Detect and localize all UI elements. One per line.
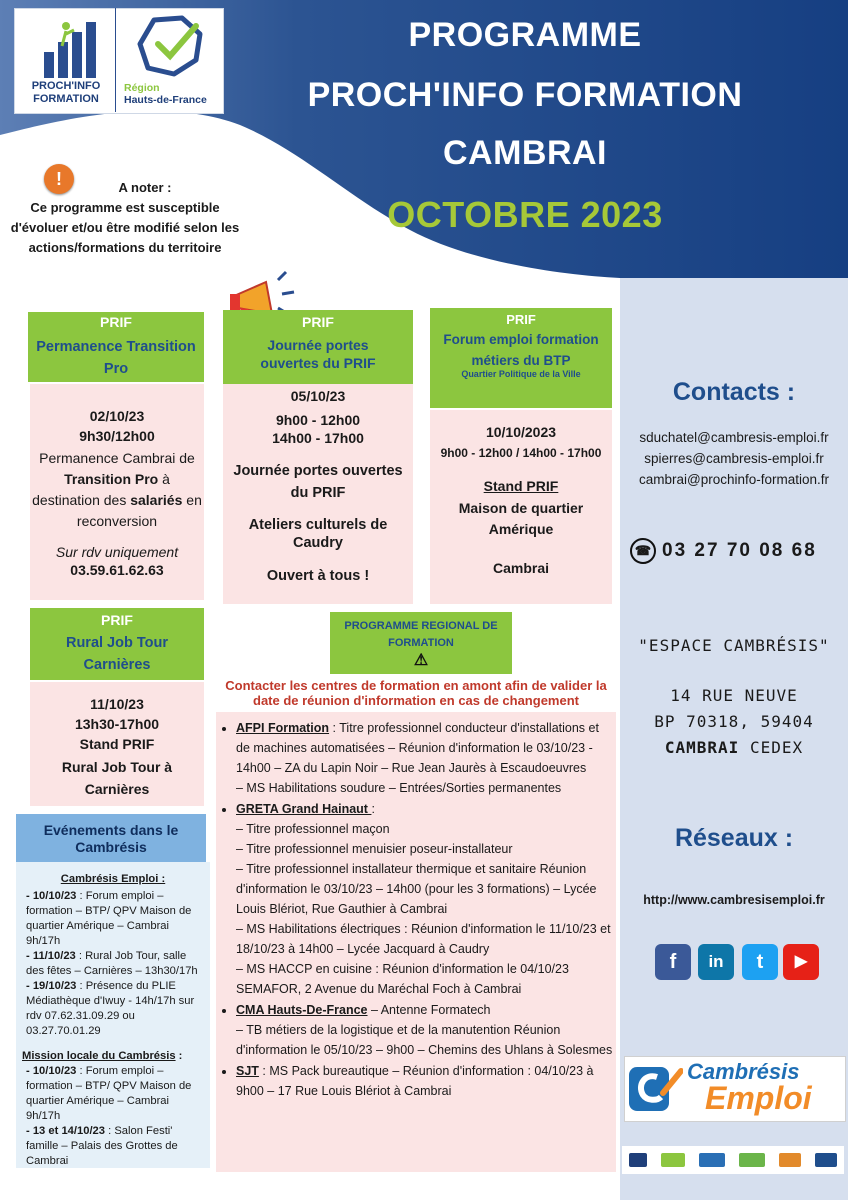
address-cedex: CEDEX [739, 738, 804, 757]
event-date: - 19/10/23 [26, 980, 77, 992]
card1-desc [30, 448, 204, 532]
prochinfo-logo-text [18, 80, 114, 106]
title-line3: CAMBRAI [442, 134, 608, 172]
region-map-icon [134, 14, 208, 78]
title-month: OCTOBRE 2023 [387, 194, 663, 235]
programme-text: : MS Pack bureautique – Réunion d'information : 04/10/23 à 9h00 – 17 Rue Louis Blériot à Cambrai [236, 1064, 594, 1098]
card2-title: Journée portes ouvertes du PRIF [260, 337, 376, 371]
event-date: - 10/10/23 [26, 890, 77, 902]
partner-logo [629, 1153, 647, 1167]
card1-p2: Transition Pro [64, 471, 159, 487]
programme-line: – Titre professionnel installateur thermique et sanitaire Réunion d'information le 03/10/23 – 14h00 (pour les 3 formations) – Lycée Louis Blériot, Rue Gauthier à Cambrai [236, 862, 597, 916]
linkedin-icon[interactable]: in [698, 944, 734, 980]
event-date: - 10/10/23 [26, 1065, 77, 1077]
events-sec2-line [22, 1049, 204, 1064]
prochinfo-line2: FORMATION [33, 93, 99, 105]
partner-logos-strip [622, 1146, 844, 1174]
card1-date: 02/10/23 [89, 408, 145, 424]
card1-tag: PRIF [100, 314, 132, 330]
card4-place: Rural Job Tour à Carnières [61, 759, 173, 797]
event-item [22, 1064, 204, 1124]
events-body [16, 862, 210, 1168]
events-sec2: Mission locale du Cambrésis [22, 1050, 176, 1062]
event-text: : Présence du PLIE Médiathèque d'Iwuy - 14h/17h sur rdv 07.62.31.09.29 ou 03.27.70.01.29 [26, 980, 195, 1037]
programme-text: : [371, 802, 375, 816]
programme-text: – Antenne Formatech [367, 1003, 491, 1017]
card4-tag: PRIF [101, 612, 133, 628]
programme-warning: Contacter les centres de formation en amont afin de valider la date de réunion d'information en cas de changement [225, 678, 607, 708]
card2-time2: 14h00 - 17h00 [272, 430, 364, 446]
programme-line: – MS Habilitations soudure – Entrées/Sorties permanentes [236, 781, 562, 795]
programme-body [216, 712, 616, 1172]
card4-title: Rural Job Tour Carnières [65, 635, 169, 673]
card-forum-btp-header [430, 308, 612, 408]
programme-line: – Titre professionnel menuisier poseur-installateur [236, 842, 513, 856]
title-line1: PROGRAMME [408, 16, 642, 54]
title-line2: PROCH'INFO FORMATION [307, 76, 743, 114]
programme-org: GRETA Grand Hainaut [236, 802, 372, 816]
card3-date: 10/10/2023 [485, 424, 557, 440]
warning-triangle-icon: ⚠ [413, 652, 429, 669]
programme-item [236, 1061, 616, 1101]
address-line1: "ESPACE CAMBRÉSIS" [638, 636, 830, 655]
card-transition-pro-body [30, 384, 204, 600]
events-title: Evénements dans le Cambrésis [43, 822, 179, 855]
twitter-icon[interactable]: t [742, 944, 778, 980]
event-item [22, 949, 204, 979]
event-item [22, 1124, 204, 1169]
note-text: Ce programme est susceptible d'évoluer et/ou être modifié selon les actions/formations du territoire [10, 200, 240, 255]
card1-rdv: Sur rdv uniquement [55, 544, 179, 560]
card3-stand: Stand PRIF [483, 478, 559, 494]
partner-logo [739, 1153, 765, 1167]
card3-title: Forum emploi formation métiers du BTP [443, 332, 599, 368]
programme-text: : Titre professionnel conducteur d'installations et de machines automatisées – Réunion d'information le 03/10/23 - 14h00 – ZA du Lapin Noir – Rue Jean Jaurès à Escaudoeuvres [236, 721, 599, 775]
card1-p1: Permanence Cambrai de [39, 450, 195, 466]
programme-line: – MS Habilitations électriques : Réunion d'information le 11/10/23 et 18/10/23 à 14h00 – Lycée Jacquard à Caudry [236, 922, 611, 956]
partner-logo [699, 1153, 725, 1167]
youtube-icon[interactable]: ▶ [783, 944, 819, 980]
event-item [22, 889, 204, 949]
programme-item [236, 799, 616, 999]
card2-time1: 9h00 - 12h00 [275, 412, 361, 428]
note-title: A noter : [118, 180, 172, 195]
facebook-icon[interactable]: f [655, 944, 691, 980]
cambresis-emploi-mark-icon [627, 1063, 683, 1115]
card3-sub: Quartier Politique de la Ville [461, 369, 581, 379]
programme-line: – TB métiers de la logistique et de la manutention Réunion d'information le 05/10/23 – 9h00 – Chemins des Uhlans à Solesmes [236, 1023, 613, 1057]
programme-line: – Titre professionnel maçon [236, 822, 390, 836]
events-sec1: Cambrésis Emploi : [60, 873, 166, 885]
card3-time: 9h00 - 12h00 / 14h00 - 17h00 [440, 446, 602, 460]
card2-l2: Ateliers culturels de Caudry [248, 517, 388, 551]
card-rural-job-tour-body [30, 682, 204, 806]
address-city: CAMBRAI [664, 738, 740, 757]
programme-org: AFPI Formation [236, 721, 330, 735]
card-portes-ouvertes-header [223, 310, 413, 384]
prochinfo-line1: PROCH'INFO [31, 80, 101, 92]
event-text: : Forum emploi – formation – BTP/ QPV Maison de quartier Amérique – Cambrai 9h/17h [26, 1065, 192, 1122]
event-text: : Rural Job Tour, salle des fêtes – Carnières – 13h30/17h [26, 950, 198, 977]
card-portes-ouvertes-body [223, 384, 413, 604]
phone-number: 03 27 70 08 68 [662, 540, 817, 562]
card1-title: Permanence Transition Pro [36, 339, 196, 377]
card2-l1: Journée portes ouvertes du PRIF [233, 463, 403, 501]
partner-logo [661, 1153, 685, 1167]
event-item [22, 979, 204, 1039]
programme-title: PROGRAMME REGIONAL DE FORMATION [344, 620, 498, 649]
card-rural-job-tour-header [30, 608, 204, 680]
contact-email[interactable]: cambrai@prochinfo-formation.fr [638, 472, 830, 487]
event-date: - 13 et 14/10/23 [26, 1125, 105, 1137]
programme-line: – MS HACCP en cuisine : Réunion d'information le 04/10/23 SEMAFOR, 2 Avenue du Maréchal Foch à Cambrai [236, 962, 569, 996]
card1-p3: à destination des [32, 471, 170, 508]
card3-place: Maison de quartier Amérique [458, 500, 584, 537]
reseaux-title: Réseaux : [674, 824, 794, 852]
contact-email[interactable]: spierres@cambresis-emploi.fr [644, 451, 824, 466]
address-line4 [620, 738, 848, 757]
address-line3: BP 70318, 59404 [654, 712, 814, 731]
card4-date: 11/10/23 [90, 696, 144, 712]
event-text: : Salon Festi' famille – Palais des Grottes de Cambrai [26, 1125, 178, 1167]
programme-org: CMA Hauts-De-France [236, 1003, 368, 1017]
warning-icon: ! [44, 164, 74, 194]
events-sec2b: : [175, 1050, 183, 1062]
phone-icon: ☎ [630, 538, 656, 564]
card4-time: 13h30-17h00 [74, 716, 160, 732]
programme-org: SJT [236, 1064, 259, 1078]
logo-divider [115, 8, 116, 112]
brand-line2: Emploi [705, 1080, 812, 1116]
contacts-title: Contacts : [672, 378, 796, 406]
programme-item [236, 718, 616, 798]
region-logo-text [124, 82, 220, 106]
card1-time: 9h30/12h00 [79, 428, 155, 444]
region-line2: Hauts-de-France [124, 94, 207, 106]
card-forum-btp-body [430, 410, 612, 604]
event-text: : Forum emploi – formation – BTP/ QPV Maison de quartier Amérique – Cambrai 9h/17h [26, 890, 192, 947]
programme-header [330, 612, 512, 674]
programme-item [236, 1000, 616, 1060]
note-block [10, 178, 240, 258]
brand-line1: Cambrésis [687, 1059, 800, 1084]
card1-p5: en reconversion [76, 492, 202, 529]
card2-tag: PRIF [302, 314, 334, 330]
partner-logo [779, 1153, 801, 1167]
cambresis-emploi-logo [624, 1056, 846, 1122]
contact-email[interactable]: sduchatel@cambresis-emploi.fr [639, 430, 829, 445]
card3-city: Cambrai [492, 560, 550, 576]
card3-tag: PRIF [506, 312, 536, 327]
card1-phone: 03.59.61.62.63 [70, 562, 164, 578]
card2-l3: Ouvert à tous ! [266, 568, 370, 584]
event-date: - 11/10/23 [26, 950, 76, 962]
partner-logo [815, 1153, 837, 1167]
website-link[interactable]: http://www.cambresisemploi.fr [643, 893, 825, 907]
events-header [16, 814, 206, 862]
region-line1: Région [124, 82, 160, 94]
card1-p4: salariés [130, 492, 183, 508]
card4-stand: Stand PRIF [79, 736, 155, 752]
card2-date: 05/10/23 [290, 388, 346, 404]
card-transition-pro-header [28, 312, 204, 382]
contact-phone[interactable] [630, 538, 840, 564]
address-line2: 14 RUE NEUVE [670, 686, 798, 705]
prochinfo-logo-icon [36, 14, 106, 80]
